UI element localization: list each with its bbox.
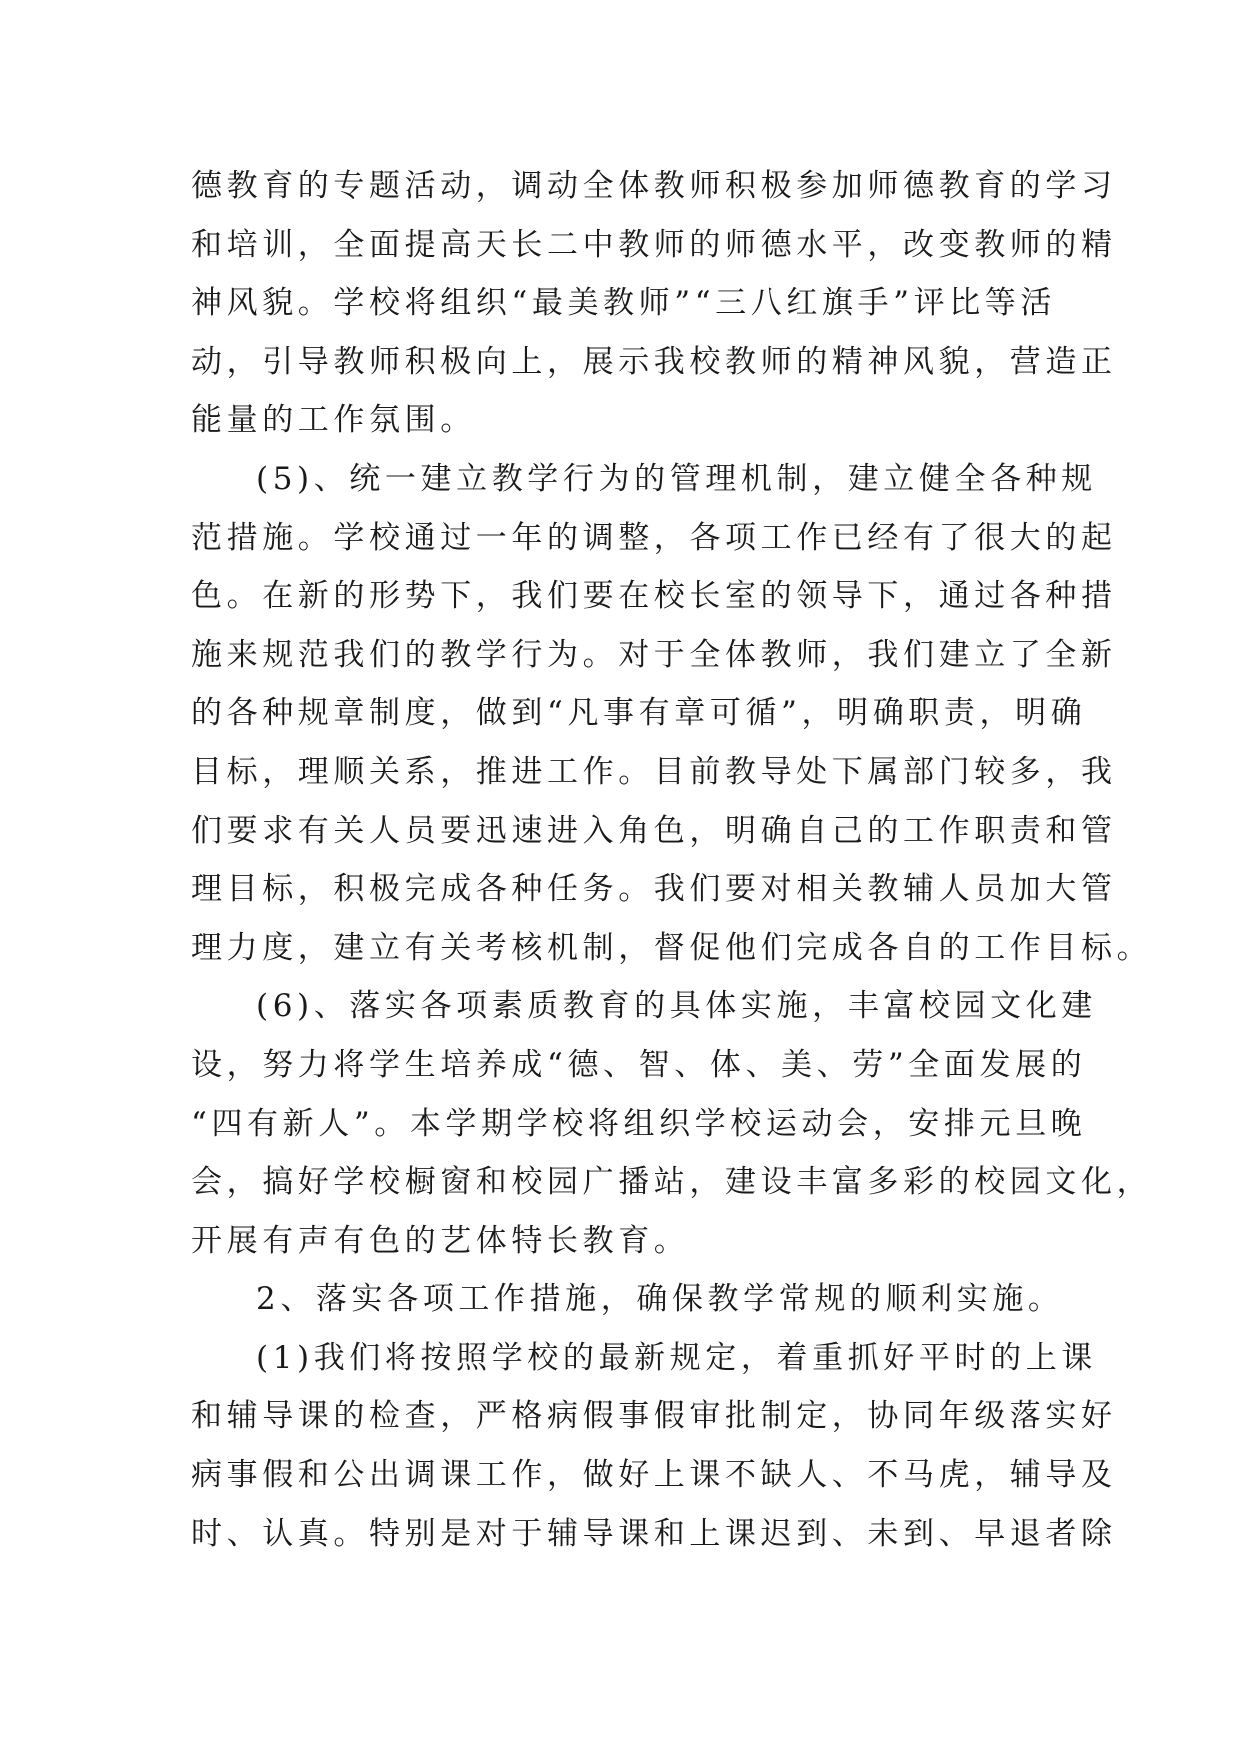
text-line: “四有新人”。本学期学校将组织学校运动会，安排元旦晚 — [191, 1105, 1087, 1142]
text-line: 的各种规章制度，做到“凡事有章可循”，明确职责，明确 — [191, 695, 1087, 732]
paragraph-start-line: (1)我们将按照学校的最新规定，着重抓好平时的上课 — [256, 1339, 1097, 1376]
document-body — [191, 157, 1153, 1563]
text-line: 时、认真。特别是对于辅导课和上课迟到、未到、早退者除 — [191, 1515, 1117, 1552]
text-line: 能量的工作氛围。 — [191, 402, 476, 439]
text-line: 们要求有关人员要迅速进入角色，明确自己的工作职责和管 — [191, 812, 1117, 849]
paragraph-start-line: (6)、落实各项素质教育的具体实施，丰富校园文化建 — [256, 988, 1097, 1025]
text-line: 理目标，积极完成各种任务。我们要对相关教辅人员加大管 — [191, 871, 1117, 908]
text-line: 会，搞好学校橱窗和校园广播站，建设丰富多彩的校园文化， — [191, 1164, 1153, 1201]
text-line: 范措施。学校通过一年的调整，各项工作已经有了很大的起 — [191, 519, 1117, 556]
text-line: 设，努力将学生培养成“德、智、体、美、劳”全面发展的 — [191, 1046, 1087, 1083]
text-line: 色。在新的形势下，我们要在校长室的领导下，通过各种措 — [191, 578, 1117, 615]
section-heading-line: 2、落实各项工作措施，确保教学常规的顺利实施。 — [256, 1281, 1064, 1318]
text-line: 德教育的专题活动，调动全体教师积极参加师德教育的学习 — [191, 168, 1117, 204]
text-line: 动，引导教师积极向上，展示我校教师的精神风貌，营造正 — [191, 343, 1117, 380]
text-line: 神风貌。学校将组织“最美教师”“三八红旗手”评比等活 — [191, 285, 1056, 322]
text-line: 施来规范我们的教学行为。对于全体教师，我们建立了全新 — [191, 636, 1117, 673]
paragraph-start-line: (5)、统一建立教学行为的管理机制，建立健全各种规 — [256, 460, 1097, 497]
text-line: 和辅导课的检查，严格病假事假审批制定，协同年级落实好 — [191, 1398, 1117, 1435]
text-line: 开展有声有色的艺体特长教育。 — [191, 1222, 690, 1259]
text-line: 目标，理顺关系，推进工作。目前教导处下属部门较多，我 — [191, 753, 1117, 790]
text-line: 病事假和公出调课工作，做好上课不缺人、不马虎，辅导及 — [191, 1457, 1117, 1494]
text-line: 和培训，全面提高天长二中教师的师德水平，改变教师的精 — [191, 226, 1117, 263]
text-line: 理力度，建立有关考核机制，督促他们完成各自的工作目标。 — [191, 929, 1153, 966]
